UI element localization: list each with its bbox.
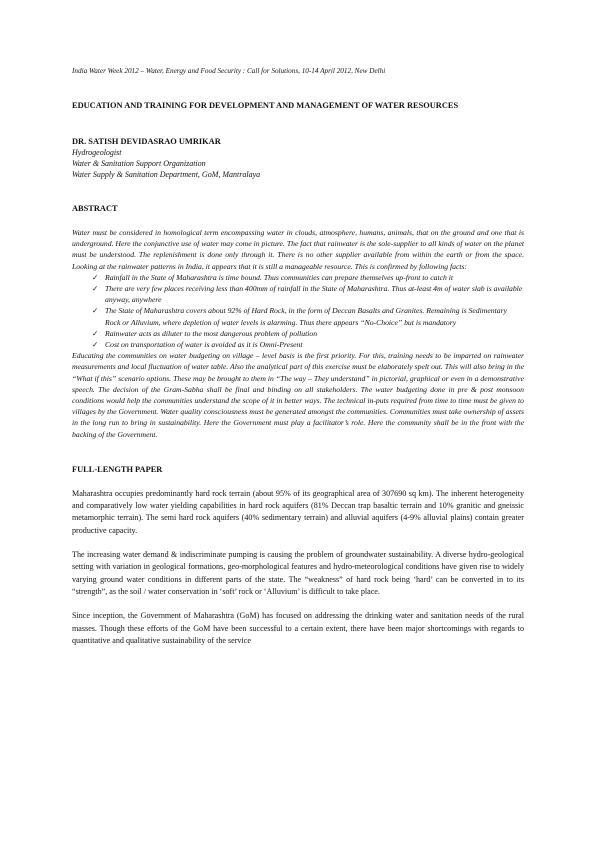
author-affiliation: Water & Sanitation Support Organization bbox=[72, 159, 206, 168]
full-paper-section bbox=[72, 464, 524, 647]
list-item: ✓ Rainwater acts as diluter to the most dangerous problem of pollution bbox=[92, 328, 318, 338]
check-mark-icon: ✓ bbox=[92, 284, 99, 294]
facts-list bbox=[72, 272, 524, 350]
body-paragraph: The increasing water demand & indiscriminate pumping is causing the problem of groundwater sustainability. A diverse hydro-geological setting with variation in geological formations, geo-morphological features and hydro-meteorological conditions have given rise to widely varying ground water conditions in different parts of the state. The “weakness” of hard rock being ‘hard’ can be converted in to its “strength”, as the soil / water conservation in ‘soft’ rock or ‘Alluvium’ is difficult to take place. bbox=[72, 550, 524, 596]
abstract-section bbox=[72, 203, 524, 440]
paper-title: EDUCATION AND TRAINING FOR DEVELOPMENT AND MANAGEMENT OF WATER RESOURCES bbox=[72, 101, 459, 110]
check-mark-icon: ✓ bbox=[92, 328, 99, 338]
author-block bbox=[72, 136, 524, 180]
abstract-intro: Water must be considered in homological term encompassing water in clouds, atmosphere, humans, animals, that on the ground and one that is underground. Here the conjunctive use of water may come in picture. The fact that rainwater is the sole-supplier to all kinds of water on the planet must be understood. The replenishment is done only through it. There is no other supplier available from within the earth or from the space. Looking at the rainwater patterns in India, it appears that it is still a manageable resource. This is confirmed by following facts: bbox=[72, 228, 524, 271]
full-paper-heading: FULL-LENGTH PAPER bbox=[72, 464, 163, 474]
list-item: ✓ The State of Maharashtra covers about 92% of Hard Rock, in the form of Deccan Basalts and Granites. Remaining is Sedimentary Rock or Alluvium, where depletion of water levels is alarming. Thus there appears “No-Choice” but is mandatory bbox=[92, 306, 507, 327]
check-mark-icon: ✓ bbox=[92, 272, 99, 282]
author-affiliation: Water Supply & Sanitation Department, GoM, Mantralaya bbox=[72, 170, 261, 179]
list-item: ✓ Rainfall in the State of Maharashtra is time bound. Thus communities can prepare themselves up-front to catch it bbox=[92, 272, 454, 282]
document-page bbox=[72, 66, 524, 659]
abstract-heading: ABSTRACT bbox=[72, 204, 118, 213]
body-paragraph: Since inception, the Government of Maharashtra (GoM) has focused on addressing the drinking water and sanitation needs of the rural masses. Though these efforts of the GoM have been successful to a certain extent, there have been major shortcomings with regards to quantitative and qualitative sustainability of the service bbox=[72, 611, 524, 645]
body-paragraph: Maharashtra occupies predominantly hard rock terrain (about 95% of its geographical area of 307690 sq km). The inherent heterogeneity and comparatively low water yielding capabilities in hard rock aquifers (81% Deccan trap basaltic terrain and 10% granitic and gneissic metamorphic terrain). The semi hard rock aquifers (40% sedimentary terrain) and alluvial aquifers (4-9% alluvial plains) contain greater productive capacity. bbox=[72, 488, 524, 535]
check-mark-icon: ✓ bbox=[92, 306, 99, 316]
check-mark-icon: ✓ bbox=[92, 340, 99, 350]
abstract-closing: Educating the communities on water budgeting on village – level basis is the first priority. For this, training needs to be imparted on rainwater measurements and local fluctuation of water table. Also the analytical part of this exercise must be elaborately spelt out. This will also bring in the “What if this” scenario options. These may be brought to them in “The way – They understand” in pictorial, graphical or even in a demonstrative speech. The decision of the Gram-Sabha shall be final and binding on all stakeholders. The water budgeting done in pre & post monsoon conditions would help the communities understand the scope of it in better ways. The technical in-puts required from time to time must be given to villages by the Government. Water quality consciousness must be generated amongst the communities. Communities must take ownership of assets in the long run to bring in sustainability. Here the Government must play a facilitator’s role. Here the community shall be in the front with the backing of the Government. bbox=[72, 351, 524, 439]
list-item: ✓ Cost on transportation of water is avoided as it is Omni-Present bbox=[92, 340, 303, 350]
author-affiliation: Hydrogeologist bbox=[72, 148, 122, 157]
list-item: ✓ There are very few places receiving less than 400mm of rainfall in the State of Maharashtra. Thus at-least 4m of water slab is available anyway, anywhere bbox=[92, 284, 523, 305]
author-name: DR. SATISH DEVIDASRAO UMRIKAR bbox=[72, 137, 221, 146]
running-header: India Water Week 2012 – Water, Energy and Food Security : Call for Solutions, 10-14 April 2012, New Delhi bbox=[72, 67, 386, 75]
